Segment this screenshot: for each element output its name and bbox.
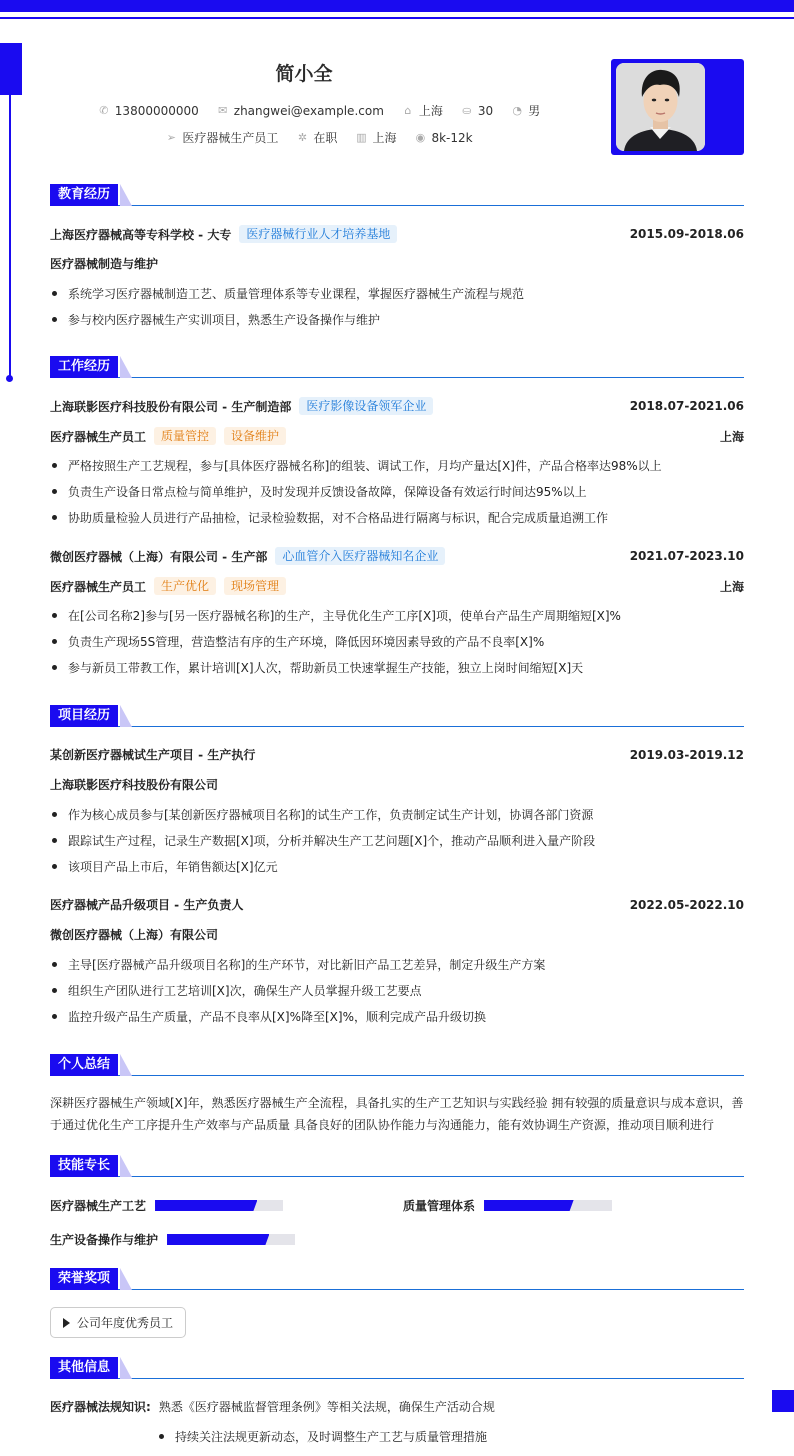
coin-icon: ◉	[415, 131, 426, 144]
play-icon	[63, 1318, 70, 1328]
skill-item	[403, 1197, 612, 1214]
list-item: 参与新员工带教工作，累计培训[X]人次，帮助新员工快速掌握生产技能，独立上岗时间缩短[X]天	[50, 659, 744, 676]
company-name: 上海联影医疗科技股份有限公司 - 生产制造部	[50, 399, 292, 414]
other-header	[50, 1357, 744, 1379]
skill-level-bar	[484, 1200, 612, 1211]
gender-icon: ◔	[512, 104, 522, 117]
other-text: 熟悉《医疗器械监督管理条例》等相关法规，确保生产活动合规	[158, 1400, 495, 1414]
salary-item	[414, 131, 472, 145]
school-name: 上海医疗器械高等专科学校 - 大专	[50, 227, 232, 242]
skill-level-fill	[167, 1234, 269, 1245]
list-item: 在[公司名称2]参与[另一医疗器械名称]的生产，主导优化生产工序[X]项，使单台产品生产周期缩短[X]%	[50, 607, 744, 624]
company-tag: 心血管介入医疗器械知名企业	[275, 547, 445, 565]
corner-accent-block	[772, 1390, 794, 1412]
work-date: 2018.07-2021.06	[629, 399, 744, 413]
project-date: 2022.05-2022.10	[629, 897, 744, 912]
project-date: 2019.03-2019.12	[629, 747, 744, 762]
work-company-row	[50, 397, 744, 415]
list-item: 组织生产团队进行工艺培训[X]次，确保生产人员掌握升级工艺要点	[50, 982, 744, 999]
list-item: 严格按照生产工艺规程，参与[具体医疗器械名称]的组装、调试工作，月均产量达[X]件，产品合格率达98%以上	[50, 457, 744, 474]
education-row	[50, 225, 744, 243]
section-title-tail	[120, 1357, 132, 1379]
other-row	[50, 1398, 744, 1415]
job-target-item	[165, 129, 278, 146]
skill-level-bar	[167, 1234, 295, 1245]
email-item	[217, 104, 384, 118]
section-title-tail	[120, 1054, 132, 1076]
role-name: 医疗器械生产员工	[50, 429, 147, 444]
home-icon: ⌂	[404, 104, 412, 117]
city-text: 上海	[418, 104, 443, 118]
work-date: 2021.07-2023.10	[629, 549, 744, 563]
role-name: 医疗器械生产员工	[50, 579, 147, 594]
list-item: 作为核心成员参与[某创新医疗器械项目名称]的试生产工作，负责制定试生产计划，协调各部门资源	[50, 806, 744, 823]
work-company-row	[50, 547, 744, 565]
avatar-illustration	[616, 63, 705, 151]
top-accent-line	[0, 17, 794, 19]
work-city: 上海	[719, 579, 744, 594]
phone-icon: ✆	[99, 104, 109, 117]
job-target-text: 医疗器械生产员工	[182, 131, 279, 145]
education-section	[50, 184, 744, 327]
age-text: 30	[477, 103, 494, 118]
education-header	[50, 184, 744, 206]
school-tag: 医疗器械行业人才培养基地	[239, 225, 397, 243]
section-title-tail	[120, 705, 132, 727]
project-title-row	[50, 746, 744, 763]
project-org-row	[50, 926, 744, 943]
settings-icon: ✲	[297, 131, 308, 144]
job-intent-row	[0, 129, 638, 146]
skill-level-fill	[484, 1200, 574, 1211]
gender-text: 男	[528, 104, 541, 118]
project-title-row	[50, 896, 744, 913]
role-tag: 现场管理	[224, 577, 286, 595]
gender-item	[511, 102, 540, 119]
section-title-tail	[120, 1268, 132, 1290]
award-label: 公司年度优秀员工	[77, 1316, 174, 1330]
list-item: 负责生产现场5S管理，营造整洁有序的生产环境，降低因环境因素导致的产品不良率[X]%	[50, 633, 744, 650]
section-title: 荣誉奖项	[50, 1268, 118, 1290]
skill-item	[50, 1231, 295, 1248]
company-name: 微创医疗器械（上海）有限公司 - 生产部	[50, 549, 268, 564]
major-row	[50, 255, 744, 272]
mail-icon: ✉	[218, 104, 228, 117]
top-accent-bar	[0, 0, 794, 12]
work-role-row	[50, 427, 744, 445]
list-item: 协助质量检验人员进行产品抽检，记录检验数据，对不合格品进行隔离与标识，配合完成质量追溯工作	[50, 509, 744, 526]
list-item: 该项目产品上市后，年销售额达[X]亿元	[50, 858, 744, 875]
section-title: 其他信息	[50, 1357, 118, 1379]
cake-icon: ⛀	[462, 104, 472, 117]
projects-header	[50, 705, 744, 727]
role-tag: 质量管控	[154, 427, 216, 445]
city-item	[402, 102, 443, 119]
work-city: 上海	[719, 429, 744, 444]
work-header	[50, 356, 744, 378]
project-org: 微创医疗器械（上海）有限公司	[50, 928, 219, 942]
list-item: 跟踪试生产过程，记录生产数据[X]项，分析并解决生产工艺问题[X]个，推动产品顺利进入量产阶段	[50, 832, 744, 849]
skill-name: 质量管理体系	[403, 1199, 476, 1213]
section-title: 项目经历	[50, 705, 118, 727]
skills-section	[50, 1155, 744, 1247]
work-section	[50, 356, 744, 675]
work-role-row	[50, 577, 744, 595]
side-accent-dot	[6, 375, 13, 382]
skill-name: 医疗器械生产工艺	[50, 1199, 147, 1213]
honors-section	[50, 1268, 744, 1330]
project-org-row	[50, 776, 744, 793]
list-item: 主导[医疗器械产品升级项目名称]的生产环节，对比新旧产品工艺差异，制定升级生产方案	[50, 956, 744, 973]
summary-line: 于通过优化生产工序提升生产效率与产品质量 具备良好的团队协作能力与沟通能力，能有效协调生产资源，推动项目顺利进行	[50, 1118, 714, 1132]
age-item	[461, 104, 493, 118]
send-icon: ➢	[166, 131, 177, 144]
summary-header	[50, 1054, 744, 1076]
project-title: 某创新医疗器械试生产项目 - 生产执行	[50, 748, 256, 762]
list-item: 系统学习医疗器械制造工艺、质量管理体系等专业课程，掌握医疗器械生产流程与规范	[50, 285, 744, 302]
section-title-tail	[120, 356, 132, 378]
major-name: 医疗器械制造与维护	[50, 257, 159, 271]
target-city-item	[355, 129, 396, 146]
section-title: 工作经历	[50, 356, 118, 378]
summary-line: 深耕医疗器械生产领域[X]年，熟悉医疗器械生产全流程，具备扎实的生产工艺知识与实践经验 拥有较强的质量意识与成本意识，善	[50, 1096, 744, 1110]
target-city-text: 上海	[372, 131, 397, 145]
section-title-tail	[120, 1155, 132, 1177]
list-item: 参与校内医疗器械生产实训项目，熟悉生产设备操作与维护	[50, 311, 744, 328]
skill-level-bar	[155, 1200, 283, 1211]
status-item	[296, 129, 337, 146]
building-icon: ▥	[356, 131, 367, 144]
summary-text	[50, 1092, 744, 1136]
education-date: 2015.09-2018.06	[629, 227, 744, 241]
skills-header	[50, 1155, 744, 1177]
role-tag: 设备维护	[224, 427, 286, 445]
project-title: 医疗器械产品升级项目 - 生产负责人	[50, 898, 244, 912]
summary-section	[50, 1054, 744, 1132]
other-label: 医疗器械法规知识:	[50, 1400, 151, 1414]
salary-text: 8k-12k	[431, 130, 473, 145]
skill-level-fill	[155, 1200, 257, 1211]
email-text: zhangwei@example.com	[233, 103, 384, 118]
status-text: 在职	[313, 131, 338, 145]
honors-header	[50, 1268, 744, 1290]
section-title: 技能专长	[50, 1155, 118, 1177]
company-tag: 医疗影像设备领军企业	[299, 397, 433, 415]
list-item: 持续关注法规更新动态，及时调整生产工艺与质量管理措施	[157, 1428, 717, 1445]
photo-frame	[611, 59, 744, 155]
role-tag: 生产优化	[154, 577, 216, 595]
phone-text: 13800000000	[114, 103, 199, 118]
contact-row	[0, 102, 638, 119]
projects-section	[50, 705, 744, 1024]
section-title: 个人总结	[50, 1054, 118, 1076]
award-item	[50, 1307, 186, 1338]
project-org: 上海联影医疗科技股份有限公司	[50, 778, 219, 792]
candidate-name: 简小全	[275, 63, 333, 85]
section-title: 教育经历	[50, 184, 118, 206]
phone-item	[98, 104, 199, 118]
list-item: 监控升级产品生产质量，产品不良率从[X]%降至[X]%，顺利完成产品升级切换	[50, 1008, 744, 1025]
list-item: 负责生产设备日常点检与简单维护，及时发现并反馈设备故障，保障设备有效运行时间达95%以上	[50, 483, 744, 500]
skill-item	[50, 1197, 283, 1214]
other-section	[50, 1357, 744, 1444]
avatar	[616, 63, 705, 151]
section-title-tail	[120, 184, 132, 206]
skill-name: 生产设备操作与维护	[50, 1233, 159, 1247]
